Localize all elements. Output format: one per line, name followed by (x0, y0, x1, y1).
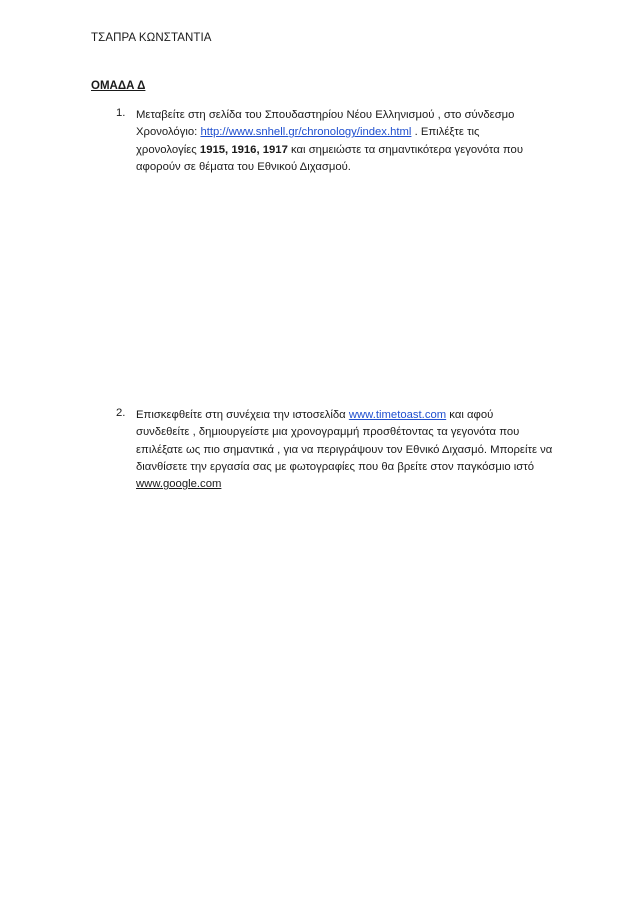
author-name: ΤΣΑΠΡΑ ΚΩΝΣΤΑΝΤΙΑ (91, 32, 212, 44)
timetoast-link[interactable]: www.timetoast.com (348, 409, 447, 421)
task-line (136, 407, 556, 424)
text-fragment: χρονολογίες (136, 143, 200, 156)
text-fragment: Χρονολόγιο: (136, 126, 201, 139)
task-number: 2. (116, 407, 126, 419)
task-line (136, 124, 556, 141)
task-item-1 (116, 107, 556, 176)
task-line: διανθίσετε την εργασία σας με φωτογραφίες που θα βρείτε στον παγκόσμιο ιστό (136, 460, 535, 473)
task-line: Μεταβείτε στη σελίδα του Σπουδαστηρίου Νέου Ελληνισμού , στο σύνδεσμο (136, 109, 515, 121)
google-link[interactable]: www.google.com (136, 478, 222, 491)
task-line (136, 476, 556, 493)
task-text (136, 107, 556, 176)
group-title: ΟΜΑΔΑ Δ (91, 80, 146, 92)
text-fragment: και σημειώστε τα σημαντικότερα γεγονότα που (287, 143, 523, 156)
task-number: 1. (116, 107, 126, 119)
task-line: αφορούν σε θέματα του Εθνικού Διχασμού. (136, 160, 351, 173)
text-fragment: . Επιλέξτε τις (411, 126, 480, 139)
task-line: συνδεθείτε , δημιουργείστε μια χρονογραμμή προσθέτοντας τα γεγονότα που (136, 426, 520, 439)
task-line: επιλέξατε ως πιο σημαντικά , για να περιγράψουν τον Εθνικό Διχασμό. Μπορείτε να (136, 443, 553, 456)
task-text (136, 407, 556, 493)
task-line (136, 142, 556, 159)
task-item-2 (116, 407, 556, 493)
text-fragment: Επισκεφθείτε στη συνέχεια την ιστοσελίδα (136, 409, 349, 421)
text-fragment: και αφού (446, 409, 494, 421)
chronology-link[interactable]: http://www.snhell.gr/chronology/index.html (200, 126, 412, 139)
years-highlight: 1915, 1916, 1917 (199, 143, 288, 156)
